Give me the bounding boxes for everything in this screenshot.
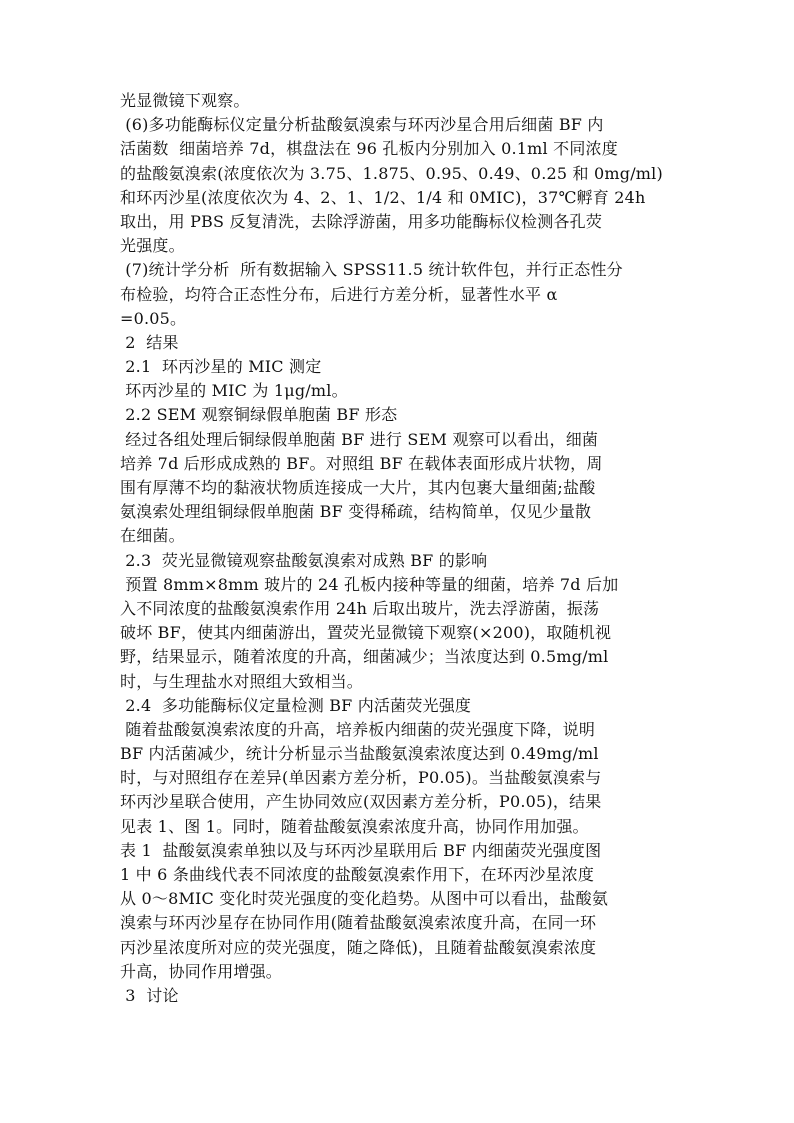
text-line: 丙沙星浓度所对应的荧光强度，随之降低)，且随着盐酸氨溴索浓度	[120, 937, 597, 957]
subsection-heading: 2.2 SEM 观察铜绿假单胞菌 BF 形态	[120, 405, 398, 425]
text-line: 环丙沙星的 MIC 为 1μg/ml。	[120, 381, 348, 401]
text-line: 取出，用 PBS 反复清洗，去除浮游菌，用多功能酶标仪检测各孔荧	[120, 211, 603, 231]
text-line: 光强度。	[120, 236, 185, 256]
text-line: 见表 1、图 1。同时，随着盐酸氨溴索浓度升高，协同作用加强。	[120, 816, 589, 836]
text-line: 活菌数 细菌培养 7d，棋盘法在 96 孔板内分别加入 0.1ml 不同浓度	[120, 139, 618, 159]
text-line: 升高，协同作用增强。	[120, 961, 283, 981]
subsection-heading: 2.4 多功能酶标仪定量检测 BF 内活菌荧光强度	[120, 695, 472, 715]
text-line: 从 0～8MIC 变化时荧光强度的变化趋势。从图中可以看出，盐酸氨	[120, 889, 609, 909]
section-heading: 3 讨论	[120, 985, 179, 1005]
text-line: 光显微镜下观察。	[120, 91, 250, 110]
text-line: 经过各组处理后铜绿假单胞菌 BF 进行 SEM 观察可以看出，细菌	[120, 429, 599, 449]
text-line: 和环丙沙星(浓度依次为 4、2、1、1/2、1/4 和 0MIC)，37℃孵育 24h	[120, 187, 646, 207]
text-line: BF 内活菌减少，统计分析显示当盐酸氨溴索浓度达到 0.49mg/ml	[120, 744, 599, 764]
text-line: 溴索与环丙沙星存在协同作用(随着盐酸氨溴索浓度升高，在同一环	[120, 913, 597, 933]
text-line: 培养 7d 后形成成熟的 BF。对照组 BF 在载体表面形成片状物，周	[120, 453, 603, 473]
document-body	[120, 89, 676, 1008]
text-line: 预置 8mm×8mm 玻片的 24 孔板内接种等量的细菌，培养 7d 后加	[120, 574, 619, 594]
section-heading: (6)多功能酶标仪定量分析盐酸氨溴索与环丙沙星合用后细菌 BF 内	[120, 115, 604, 135]
text-line: 布检验，均符合正态性分布，后进行方差分析，显著性水平 α	[120, 284, 558, 304]
text-line: 时，与对照组存在差异(单因素方差分析，P0.05)。当盐酸氨溴索与	[120, 768, 602, 788]
subsection-heading: 2.1 环丙沙星的 MIC 测定	[120, 357, 322, 377]
table-caption: 表 1 盐酸氨溴索单独以及与环丙沙星联用后 BF 内细菌荧光强度图	[120, 840, 602, 860]
text-line: 野，结果显示，随着浓度的升高，细菌减少；当浓度达到 0.5mg/ml	[120, 647, 609, 667]
text-line: 破坏 BF，使其内细菌游出，置荧光显微镜下观察(×200)，取随机视	[120, 623, 612, 643]
text-line: 围有厚薄不均的黏液状物质连接成一大片，其内包裹大量细菌;盐酸	[120, 478, 596, 497]
section-heading: (7)统计学分析 所有数据输入 SPSS11.5 统计软件包，并行正态性分	[120, 260, 623, 280]
text-line: 的盐酸氨溴索(浓度依次为 3.75、1.875、0.95、0.49、0.25 和 0mg/ml)	[120, 163, 663, 183]
subsection-heading: 2.3 荧光显微镜观察盐酸氨溴索对成熟 BF 的影响	[120, 550, 488, 570]
text-line: 入不同浓度的盐酸氨溴索作用 24h 后取出玻片，洗去浮游菌，振荡	[120, 598, 600, 618]
text-line: 氨溴索处理组铜绿假单胞菌 BF 变得稀疏，结构简单，仅见少量散	[120, 502, 592, 522]
text-line: 随着盐酸氨溴索浓度的升高，培养板内细菌的荧光强度下降，说明	[120, 719, 596, 739]
section-heading: 2 结果	[120, 332, 179, 352]
text-line: 时，与生理盐水对照组大致相当。	[120, 671, 364, 691]
text-line: 1 中 6 条曲线代表不同浓度的盐酸氨溴索作用下，在环丙沙星浓度	[120, 865, 595, 884]
text-line: 环丙沙星联合使用，产生协同效应(双因素方差分析，P0.05)，结果	[120, 792, 602, 812]
text-line: 在细菌。	[120, 526, 185, 546]
text-line: =0.05。	[120, 308, 187, 328]
